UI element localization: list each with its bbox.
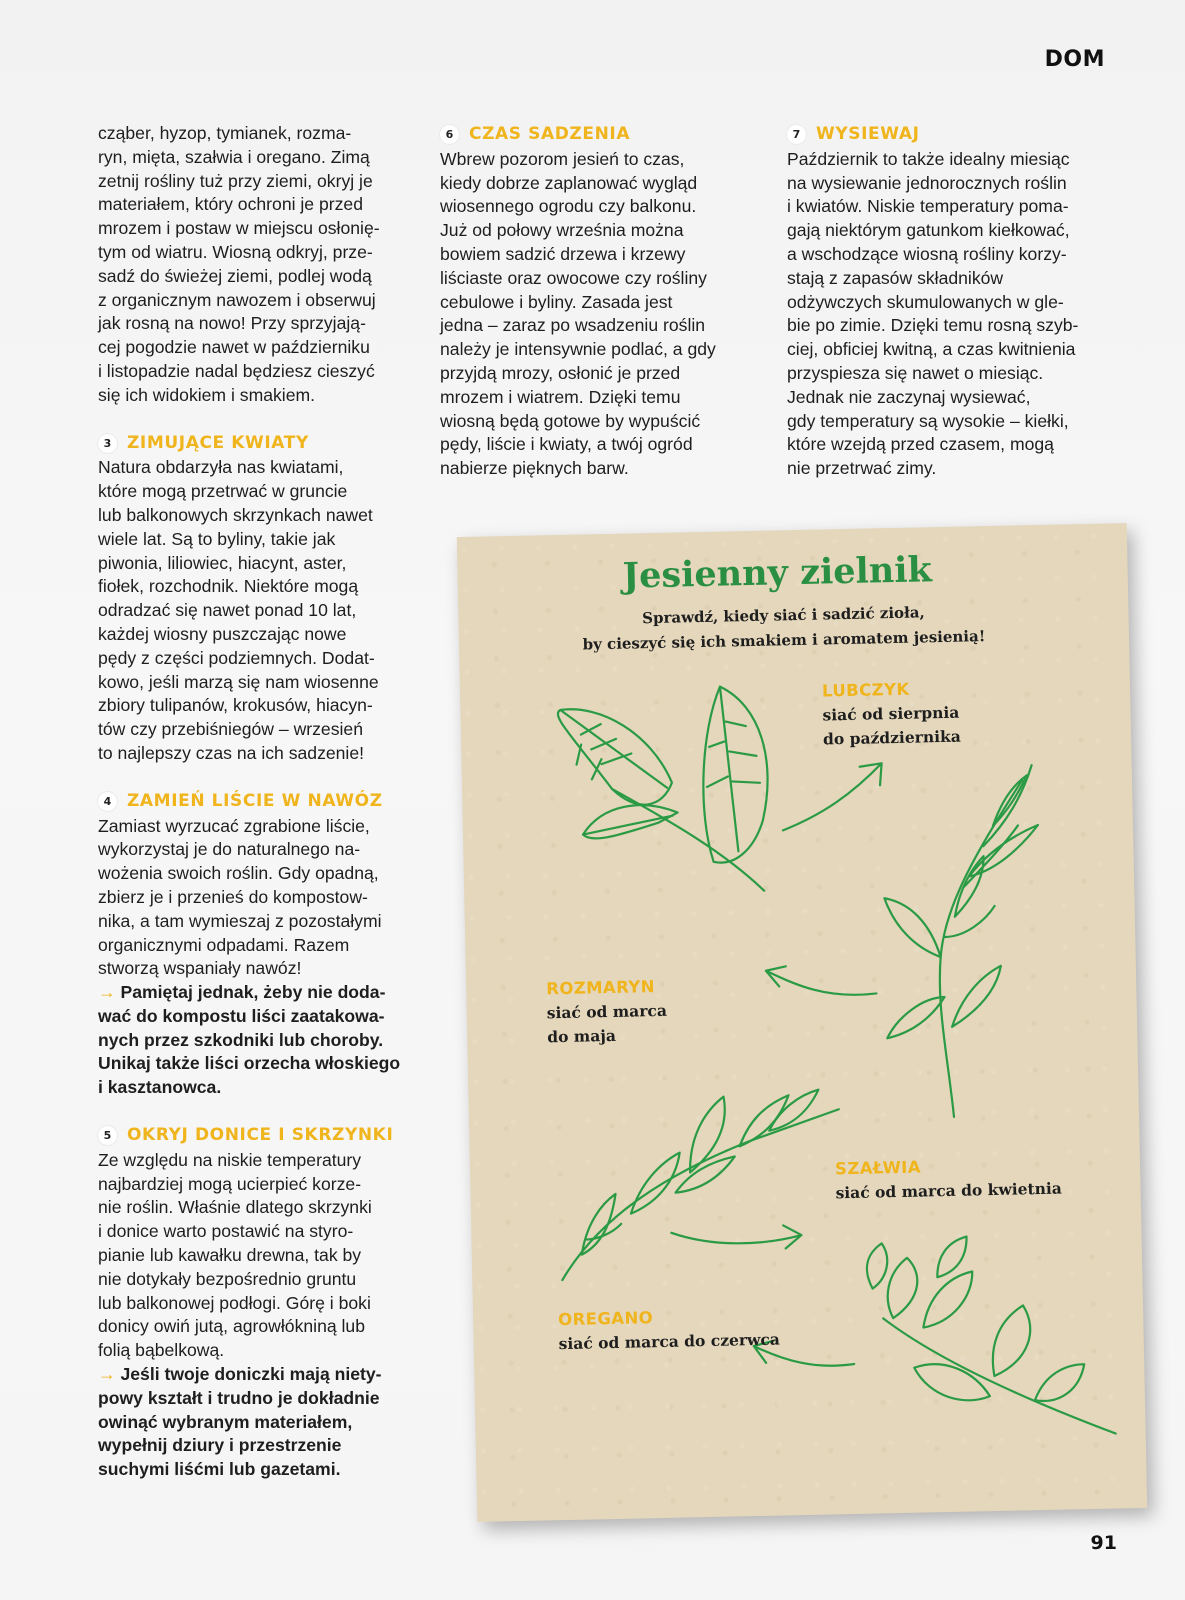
text-line: ryn, mięta, szałwia i oregano. Zimą — [98, 146, 370, 167]
herb-sowing: do października — [822, 726, 962, 749]
section-6 — [440, 123, 765, 481]
text-line: zbiory tulipanów, krokusów, hiacyn- — [98, 695, 373, 716]
text-line: fiołek, rozchodnik. Niektóre mogą — [98, 576, 359, 597]
text-line: stworzą wspaniały nawóz! — [98, 958, 302, 979]
text-line: cząber, hyzop, tymianek, rozma- — [98, 123, 352, 143]
herb-name: OREGANO — [557, 1308, 654, 1330]
text-line: nie roślin. Właśnie dlatego skrzynki — [98, 1197, 372, 1218]
rosemary-sprig-icon — [882, 765, 1044, 1118]
section-title: ZIMUJĄCE KWIATY — [127, 432, 309, 453]
text-line: nie dotykały bezpośrednio gruntu — [98, 1268, 357, 1289]
text-line: pędy, liście i kwiaty, a twój ogród — [440, 434, 693, 455]
text-line: piwonia, liliowiec, hiacynt, aster, — [98, 552, 347, 573]
section-number-badge: 7 — [787, 125, 806, 144]
text-line: i kwiatów. Niskie temperatury poma- — [787, 196, 1069, 217]
herbarium-card — [457, 523, 1147, 1522]
text-line: się ich widokiem i smakiem. — [98, 384, 316, 405]
lovage-leaf-icon — [557, 686, 770, 895]
text-line: odradzać się nawet ponad 10 lat, — [98, 600, 357, 621]
text-line: bie po zimie. Dzięki temu rosną szyb- — [787, 315, 1079, 336]
text-line: materiałem, który ochroni je przed — [98, 194, 363, 215]
section-3 — [98, 432, 418, 766]
text-line: Październik to także idealny miesiąc — [787, 148, 1070, 169]
text-line: odżywczych skumulowanych w gle- — [787, 291, 1064, 312]
section-number-badge: 4 — [98, 792, 117, 811]
text-line: ciej, obficiej kwitną, a czas kwitnienia — [787, 339, 1076, 360]
tip-text: Jeśli twoje doniczki mają niety- — [120, 1364, 382, 1385]
section-label: DOM — [1044, 47, 1105, 72]
section-7 — [787, 123, 1112, 481]
column-1 — [98, 122, 418, 1506]
text-line: jedna – zaraz po wsadzeniu roślin — [440, 315, 706, 336]
tip-line: suchymi liśćmi lub gazetami. — [98, 1459, 341, 1480]
text-line: mrozem i postaw w miejscu osłonię- — [98, 218, 380, 239]
intro-paragraph — [98, 122, 418, 408]
text-line: Natura obdarzyła nas kwiatami, — [98, 457, 344, 478]
section-heading — [440, 123, 765, 147]
column-3 — [787, 123, 1112, 505]
text-line: nie przetrwać zimy. — [787, 458, 937, 479]
text-line: na wysiewanie jednorocznych roślin — [787, 172, 1067, 193]
section-4 — [98, 790, 418, 1100]
section-title: ZAMIEŃ LIŚCIE W NAWÓZ — [127, 790, 383, 811]
text-line: i donice warto postawić na styro- — [98, 1221, 354, 1242]
card-title: Jesienny zielnik — [622, 549, 933, 597]
section-5 — [98, 1124, 418, 1482]
text-line: wiele lat. Są to byliny, takie jak — [98, 528, 336, 549]
herb-sage — [835, 1153, 1062, 1206]
herb-sowing: siać od marca — [546, 1000, 668, 1023]
text-line: Wbrew pozorom jesień to czas, — [440, 148, 685, 169]
subtitle-line: by cieszyć się ich smakiem i aromatem jesienią! — [582, 627, 986, 654]
text-line: każdej wiosny puszczając nowe — [98, 623, 347, 644]
herb-name: SZAŁWIA — [834, 1157, 922, 1179]
tip-line: owinąć wybranym materiałem, — [98, 1411, 353, 1432]
text-line: organicznymi odpadami. Razem — [98, 934, 350, 955]
section-title: OKRYJ DONICE I SKRZYNKI — [127, 1125, 394, 1146]
text-line: nabierze pięknych barw. — [440, 458, 629, 479]
tip-line: powy kształt i trudno je dokładnie — [98, 1387, 380, 1408]
text-line: gają niektórym gatunkom kiełkować, — [787, 220, 1070, 241]
section-heading — [787, 123, 1112, 147]
text-line: zetnij rośliny tuż przy ziemi, okryj je — [98, 170, 373, 191]
text-line: zbierz je i przenieś do kompostow- — [98, 886, 368, 907]
text-line: należy je intensywnie podlać, a gdy — [440, 339, 716, 360]
tip-line — [98, 1363, 418, 1387]
tip-line: i kasztanowca. — [98, 1077, 222, 1098]
text-line: donicy owiń jutą, agrowłókniną lub — [98, 1316, 365, 1337]
text-line: wiosennego ogrodu czy balkonu. — [440, 196, 697, 217]
section-number-badge: 5 — [98, 1126, 117, 1145]
herb-name: LUBCZYK — [821, 679, 910, 701]
herb-sowing: siać od marca do czerwca — [558, 1329, 781, 1354]
sage-branch-icon — [558, 1089, 842, 1280]
text-line: liściaste oraz owocowe czy rośliny — [440, 267, 707, 288]
text-line: pianie lub kawałku drewna, tak by — [98, 1245, 362, 1266]
text-line: przyjdą mrozy, osłonić je przed — [440, 362, 681, 383]
herb-sowing: siać od marca do kwietnia — [835, 1178, 1063, 1203]
text-line: cebulowe i byliny. Zasada jest — [440, 291, 673, 312]
text-line: mrozem i wiatrem. Dzięki temu — [440, 386, 681, 407]
text-line: to najlepszy czas na ich sadzenie! — [98, 742, 365, 763]
tip-text: Pamiętaj jednak, żeby nie doda- — [120, 982, 386, 1003]
text-line: kowo, jeśli marzą się nam wiosenne — [98, 671, 379, 692]
arrow-icon — [782, 763, 883, 830]
section-heading — [98, 432, 418, 456]
text-line: jak rosną na nowo! Przy sprzyjają- — [98, 313, 366, 334]
text-line: Jednak nie zaczynaj wysiewać, — [787, 386, 1031, 407]
text-line: z organicznym nawozem i obserwuj — [98, 289, 376, 310]
text-line: Ze względu na niskie temperatury — [98, 1149, 362, 1170]
section-title: WYSIEWAJ — [816, 124, 920, 144]
text-line: wykorzystaj je do naturalnego na- — [98, 839, 361, 860]
page-number: 91 — [1090, 1532, 1117, 1554]
text-line: które mogą przetrwać w gruncie — [98, 481, 348, 502]
text-line: które wzejdą przed czasem, mogą — [787, 434, 1054, 455]
subtitle-line: Sprawdź, kiedy siać i sadzić zioła, — [641, 603, 925, 628]
card-subtitle — [548, 598, 1019, 658]
text-line: lub balkonowych skrzynkach nawet — [98, 504, 373, 525]
text-line: tym od wiatru. Wiosną odkryj, prze- — [98, 241, 373, 262]
text-line: nika, a tam wymieszaj z pozostałymi — [98, 910, 382, 931]
text-line: Zamiast wyrzucać zgrabione liście, — [98, 815, 370, 836]
tip-line: nych przez szkodniki lub choroby. — [98, 1029, 384, 1050]
tip-line: wypełnij dziury i przestrzenie — [98, 1435, 342, 1456]
text-line: bowiem sadzić drzewa i krzewy — [440, 243, 686, 264]
section-heading — [98, 1124, 418, 1148]
text-line: pędy z części podziemnych. Dodat- — [98, 647, 375, 668]
section-number-badge: 6 — [440, 125, 459, 144]
text-line: folią bąbelkową. — [98, 1340, 225, 1361]
herb-rosemary — [546, 975, 668, 1050]
text-line: przyspiesza się nawet o miesiąc. — [787, 362, 1044, 383]
text-line: i listopadzie nadal będziesz cieszyć — [98, 360, 375, 381]
section-heading — [98, 790, 418, 814]
tip-line: wać do kompostu liści zaatakowa- — [98, 1005, 385, 1026]
text-line: lub balkonowej podłogi. Górę i boki — [98, 1292, 371, 1313]
tip-line — [98, 981, 418, 1005]
herb-name: ROZMARYN — [546, 977, 656, 999]
herb-sowing: siać od sierpnia — [822, 702, 960, 725]
section-title: CZAS SADZENIA — [469, 124, 631, 144]
text-line: wożenia swoich roślin. Gdy opadną, — [98, 863, 379, 884]
herb-lovage — [822, 677, 961, 752]
arrow-icon — [671, 1225, 801, 1251]
tip-line: Unikaj także liści orzecha włoskiego — [98, 1053, 401, 1074]
section-number-badge: 3 — [98, 434, 117, 453]
text-line: wiosną będą gotowe by wypuścić — [440, 410, 701, 431]
text-line: a wschodzące wiosną rośliny korzy- — [787, 243, 1067, 264]
oregano-sprig-icon — [866, 1234, 1115, 1439]
text-line: stają z zapasów składników — [787, 267, 1004, 288]
column-2 — [440, 123, 765, 505]
text-line: gdy temperatury są wysokie – kiełki, — [787, 410, 1069, 431]
herb-oregano — [558, 1304, 780, 1357]
herb-sowing: do maja — [547, 1025, 617, 1047]
text-line: Już od połowy września można — [440, 220, 684, 241]
text-line: kiedy dobrze zaplanować wygląd — [440, 172, 698, 193]
text-line: cej pogodzie nawet w październiku — [98, 337, 370, 358]
arrow-icon — [766, 964, 877, 996]
arrow-right-icon: → — [98, 1364, 116, 1385]
text-line: tów czy przebiśniegów – wrzesień — [98, 719, 363, 740]
arrow-right-icon: → — [98, 982, 116, 1003]
text-line: najbardziej mogą ucierpieć korze- — [98, 1173, 362, 1194]
text-line: sadź do świeżej ziemi, podlej wodą — [98, 265, 372, 286]
